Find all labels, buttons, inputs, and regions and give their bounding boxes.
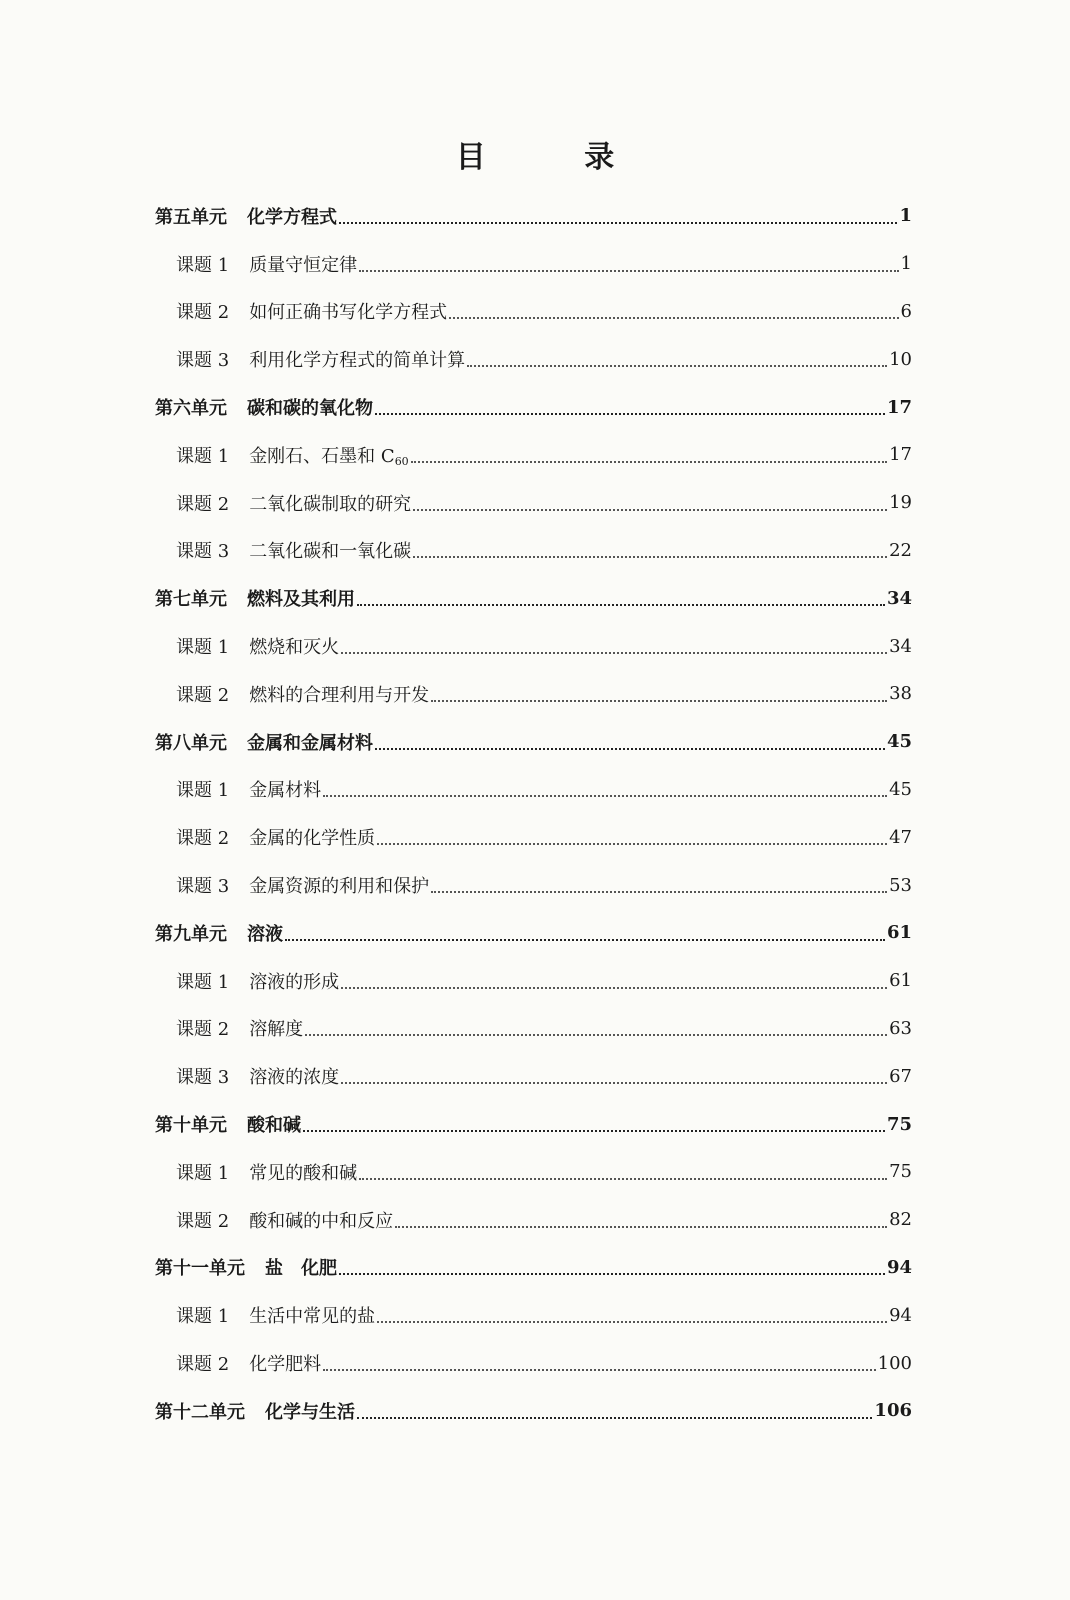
dot-leader — [357, 604, 885, 606]
entry-title-text: 二氧化碳制取的研究 — [249, 493, 412, 515]
entry-page-number: 63 — [889, 1017, 912, 1039]
entry-label: 课题 2 — [176, 302, 230, 324]
entry-page-number: 47 — [889, 826, 912, 848]
dot-leader — [431, 700, 887, 702]
entry-title-text: 化学方程式 — [247, 206, 337, 228]
entry-title-text: 溶液 — [247, 923, 283, 945]
entry-label: 第八单元 — [155, 732, 227, 754]
entry-page-number: 75 — [886, 1113, 912, 1135]
entry-label: 第十一单元 — [155, 1258, 245, 1280]
dot-leader — [359, 1178, 887, 1180]
entry-page-number: 67 — [889, 1065, 912, 1087]
dot-leader — [411, 461, 887, 463]
entry-title — [249, 776, 321, 802]
entry-label: 课题 3 — [176, 541, 230, 563]
entry-label: 第六单元 — [155, 398, 227, 420]
entry-label: 课题 1 — [176, 445, 230, 467]
entry-page-number: 61 — [889, 970, 912, 992]
entry-page-number: 106 — [874, 1400, 912, 1422]
entry-label: 第十单元 — [155, 1115, 227, 1137]
entry-title — [249, 1159, 357, 1185]
toc-lesson-entry[interactable] — [155, 1291, 912, 1339]
dot-leader — [431, 891, 887, 893]
entry-page-number: 34 — [889, 635, 912, 657]
toc-lesson-entry[interactable] — [155, 861, 912, 909]
entry-title-text: 二氧化碳和一氧化碳 — [249, 541, 412, 563]
toc-unit-entry[interactable] — [155, 909, 912, 957]
entry-page-number: 1 — [899, 205, 912, 227]
dot-leader — [413, 509, 887, 511]
toc-unit-entry[interactable] — [155, 383, 912, 431]
entry-title-text: 碳和碳的氧化物 — [247, 398, 373, 420]
entry-label: 课题 1 — [176, 254, 230, 276]
dot-leader — [375, 413, 885, 415]
entry-title — [265, 1254, 337, 1280]
entry-label: 课题 3 — [176, 876, 230, 898]
entry-label: 第七单元 — [155, 589, 227, 611]
entry-page-number: 10 — [889, 348, 912, 370]
entry-label: 课题 1 — [176, 1306, 230, 1328]
entry-title-text: 常见的酸和碱 — [249, 1162, 358, 1184]
dot-leader — [339, 1273, 885, 1275]
entry-title — [265, 1398, 355, 1424]
entry-label: 课题 1 — [176, 637, 230, 659]
entry-title — [247, 1111, 301, 1137]
entry-title-text: 质量守恒定律 — [249, 254, 358, 276]
entry-title-text: 燃烧和灭火 — [249, 637, 340, 659]
entry-title-text: 盐 化肥 — [265, 1258, 337, 1280]
entry-title-text: 金属材料 — [249, 780, 322, 802]
entry-label: 课题 2 — [176, 1354, 230, 1376]
entry-subscript: 60 — [394, 454, 409, 468]
dot-leader — [323, 1369, 875, 1371]
entry-title — [249, 490, 411, 516]
entry-page-number: 1 — [900, 253, 912, 275]
entry-title-text: 溶液的浓度 — [249, 1067, 340, 1089]
entry-title — [249, 346, 465, 372]
entry-title — [249, 824, 375, 850]
entry-page-number: 45 — [889, 778, 912, 800]
entry-title-text: 利用化学方程式的简单计算 — [249, 350, 466, 372]
entry-label: 第十二单元 — [155, 1401, 245, 1423]
entry-title-text: 溶解度 — [249, 1019, 304, 1041]
dot-leader — [467, 365, 887, 367]
entry-title — [249, 251, 357, 277]
entry-title-text: 溶液的形成 — [249, 971, 340, 993]
entry-label: 课题 2 — [176, 828, 230, 850]
entry-title — [249, 681, 429, 707]
toc-lesson-entry[interactable] — [155, 1196, 912, 1244]
toc-lesson-entry[interactable] — [155, 957, 912, 1005]
dot-leader — [285, 939, 885, 941]
entry-label: 课题 2 — [176, 493, 230, 515]
entry-title — [249, 1207, 393, 1233]
toc-lesson-entry[interactable] — [155, 335, 912, 383]
toc-lesson-entry[interactable] — [155, 766, 912, 814]
entry-page-number: 38 — [889, 683, 912, 705]
entry-title-text: 酸和碱 — [247, 1115, 301, 1137]
entry-page-number: 17 — [889, 444, 912, 466]
entry-page-number: 75 — [889, 1161, 912, 1183]
entry-title-text: 金属的化学性质 — [249, 828, 376, 850]
toc-unit-entry[interactable] — [155, 1387, 912, 1435]
dot-leader — [323, 795, 887, 797]
entry-label: 课题 2 — [176, 1210, 230, 1232]
toc-lesson-entry[interactable] — [155, 1005, 912, 1053]
toc-unit-entry[interactable] — [155, 192, 912, 240]
dot-leader — [357, 1417, 872, 1419]
entry-label: 课题 2 — [176, 1019, 230, 1041]
entry-title-text: 金属和金属材料 — [247, 732, 373, 754]
entry-page-number: 61 — [886, 922, 912, 944]
page-title: 目 录 — [455, 140, 659, 175]
dot-leader — [341, 1082, 887, 1084]
entry-label: 第九单元 — [155, 923, 227, 945]
entry-page-number: 82 — [889, 1209, 912, 1231]
toc-list — [155, 192, 912, 1435]
entry-label: 课题 1 — [176, 780, 230, 802]
toc-unit-entry[interactable] — [155, 1100, 912, 1148]
entry-title — [247, 585, 355, 611]
entry-title-text: 金属资源的利用和保护 — [249, 876, 430, 898]
dot-leader — [449, 317, 898, 319]
entry-title-text: 燃料的合理利用与开发 — [249, 684, 430, 706]
entry-label: 课题 1 — [176, 1162, 230, 1184]
dot-leader — [377, 843, 887, 845]
dot-leader — [341, 652, 887, 654]
toc-lesson-entry[interactable] — [155, 670, 912, 718]
dot-leader — [305, 1034, 887, 1036]
toc-lesson-entry[interactable] — [155, 1339, 912, 1387]
entry-label: 课题 3 — [176, 350, 230, 372]
dot-leader — [413, 556, 887, 558]
entry-title — [249, 442, 409, 468]
dot-leader — [339, 222, 897, 224]
toc-unit-entry[interactable] — [155, 718, 912, 766]
entry-title-text: 酸和碱的中和反应 — [249, 1210, 394, 1232]
entry-page-number: 34 — [886, 587, 912, 609]
toc-lesson-entry[interactable] — [155, 288, 912, 336]
dot-leader — [375, 748, 885, 750]
entry-title-text: 化学肥料 — [249, 1354, 322, 1376]
entry-page-number: 53 — [889, 874, 912, 896]
entry-title-text: 生活中常见的盐 — [249, 1306, 376, 1328]
entry-title — [249, 633, 339, 659]
dot-leader — [341, 987, 887, 989]
entry-page-number: 45 — [886, 731, 912, 753]
toc-lesson-entry[interactable] — [155, 1148, 912, 1196]
toc-lesson-entry[interactable] — [155, 527, 912, 575]
dot-leader — [395, 1226, 887, 1228]
entry-page-number: 22 — [889, 539, 912, 561]
entry-title — [247, 394, 373, 420]
entry-page-number: 100 — [877, 1352, 912, 1374]
entry-label: 第五单元 — [155, 206, 227, 228]
entry-title — [247, 920, 283, 946]
entry-title — [249, 968, 339, 994]
entry-title — [247, 203, 337, 229]
toc-lesson-entry[interactable] — [155, 622, 912, 670]
entry-label: 课题 1 — [176, 971, 230, 993]
entry-title — [249, 537, 411, 563]
entry-label: 课题 2 — [176, 684, 230, 706]
toc-lesson-entry[interactable] — [155, 240, 912, 288]
entry-title — [249, 1015, 303, 1041]
entry-title-text: 如何正确书写化学方程式 — [249, 302, 448, 324]
entry-title-text: 燃料及其利用 — [247, 589, 355, 611]
entry-page-number: 94 — [886, 1256, 912, 1278]
toc-unit-entry[interactable] — [155, 574, 912, 622]
entry-page-number: 19 — [889, 492, 912, 514]
toc-unit-entry[interactable] — [155, 1244, 912, 1292]
dot-leader — [377, 1321, 887, 1323]
toc-lesson-entry[interactable] — [155, 1052, 912, 1100]
toc-lesson-entry[interactable] — [155, 431, 912, 479]
entry-page-number: 17 — [886, 396, 912, 418]
entry-title-text: 金刚石、石墨和 C — [249, 445, 395, 467]
entry-title-text: 化学与生活 — [265, 1401, 355, 1423]
entry-title — [249, 872, 429, 898]
entry-title — [247, 729, 373, 755]
entry-label: 课题 3 — [176, 1067, 230, 1089]
entry-title — [249, 1302, 375, 1328]
dot-leader — [303, 1130, 885, 1132]
entry-title — [249, 1350, 321, 1376]
entry-title — [249, 298, 447, 324]
dot-leader — [359, 270, 898, 272]
entry-title — [249, 1063, 339, 1089]
entry-page-number: 6 — [900, 300, 912, 322]
toc-lesson-entry[interactable] — [155, 479, 912, 527]
entry-page-number: 94 — [889, 1304, 912, 1326]
toc-lesson-entry[interactable] — [155, 813, 912, 861]
